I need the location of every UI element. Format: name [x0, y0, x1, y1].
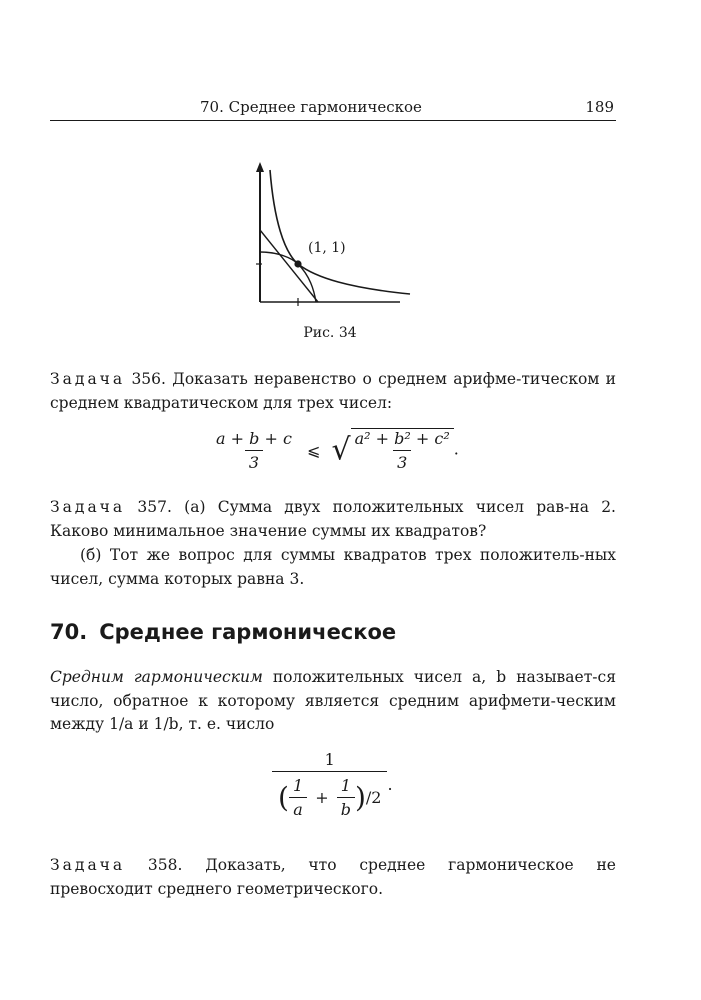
problem-number: 357. [137, 498, 172, 516]
relation-sign: ⩽ [307, 440, 321, 460]
inner-a-den: a [289, 797, 307, 819]
page-number: 189 [585, 98, 614, 116]
figure-caption: Рис. 34 [303, 325, 357, 341]
hyperbola-curve [270, 170, 410, 294]
inner-b-den: b [337, 797, 355, 819]
over-two: /2 [365, 788, 382, 807]
y-axis-arrow [256, 162, 264, 172]
problem-358 [50, 854, 616, 901]
problem-356 [50, 368, 616, 415]
problem-number: 356. [131, 370, 166, 388]
plus-sign: + [315, 788, 329, 807]
lhs-denominator: 3 [245, 450, 263, 472]
inner-a-fraction [289, 776, 307, 819]
hm-numerator: 1 [324, 750, 335, 769]
definition-paragraph [50, 666, 616, 737]
problem-text: Доказать неравенство о среднем арифме-тическом и среднем квадратическом для трех чисел: [50, 370, 616, 412]
formula-period: . [387, 775, 393, 794]
hm-fraction [272, 750, 387, 819]
problem-357-b: (б) Тот же вопрос для суммы квадратов трех положитель-ных чисел, сумма которых равна 3. [50, 546, 616, 588]
section-title: Среднее гармоническое [99, 620, 397, 644]
problem-label: Задача [50, 370, 126, 388]
running-header [50, 96, 616, 121]
inner-a-num: 1 [292, 776, 304, 795]
problem-label: Задача [50, 856, 126, 874]
problem-number: 358. [147, 856, 183, 874]
lhs-numerator: a + b + c [216, 428, 292, 448]
section-heading [50, 620, 396, 644]
definition-text: положительных чисел a, b называет-ся число, обратное к которому является средним арифмети-ческим между 1/a и 1/b, т. е. число [50, 668, 616, 733]
rhs-numerator: a² + b² + c² [354, 429, 450, 448]
lhs-fraction [212, 429, 296, 472]
definition-term: Средним гармоническим [50, 668, 263, 686]
problem-357-a [50, 496, 616, 543]
hyperbola-diagram [250, 160, 420, 310]
problem-text: Доказать, что среднее гармоническое не превосходит среднего геометрического. [50, 856, 616, 898]
point-1-1 [294, 260, 301, 267]
inner-b-fraction [337, 776, 355, 819]
section-number: 70. [50, 620, 88, 644]
point-label: (1, 1) [308, 240, 346, 256]
inner-curve [260, 252, 316, 302]
qm-am-formula [212, 428, 459, 472]
figure-34 [250, 160, 420, 314]
inner-b-num: 1 [340, 776, 351, 795]
rhs-denominator: 3 [393, 450, 411, 472]
harmonic-mean-formula [272, 750, 393, 819]
problem-label: Задача [50, 498, 126, 516]
header-title: 70. Среднее гармоническое [200, 98, 422, 116]
problem-text-a: (а) Сумма двух положительных чисел рав-на 2. Каково минимальное значение суммы их квадратов? [50, 498, 616, 540]
sqrt-sign: √ [331, 432, 351, 468]
rhs-fraction [351, 428, 454, 472]
formula-period: . [453, 439, 459, 459]
hm-denominator: ( $\frac{1}{a}$ + $\frac{1}{b}$ )/2 [272, 771, 387, 819]
